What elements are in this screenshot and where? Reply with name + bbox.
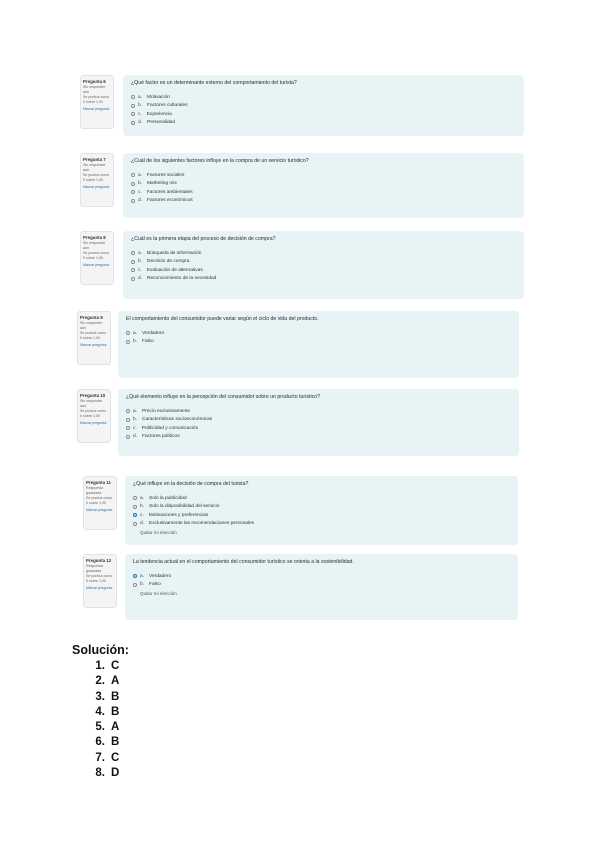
question-points: Se puntúa como 0 sobre 1,00 (83, 95, 110, 104)
option-letter: b. (138, 103, 143, 109)
option-c[interactable] (133, 511, 510, 520)
option-label: Búsqueda de información (147, 250, 202, 256)
clear-choice-link[interactable]: Quitar mi elección (140, 530, 177, 535)
question-text: La tendencia actual en el comportamiento del consumidor turístico se orienta a la sostenibilidad. (133, 559, 354, 565)
question-info (77, 311, 111, 365)
option-a[interactable] (131, 249, 516, 258)
radio-button[interactable] (131, 173, 135, 177)
solution-list (72, 660, 119, 782)
radio-button[interactable] (133, 505, 137, 509)
question-status: Sin responder aún (83, 163, 106, 172)
radio-button[interactable] (131, 190, 135, 194)
solution-answer: B (111, 690, 120, 703)
solution-item (72, 675, 119, 690)
option-label: Características socioeconómicas (142, 417, 213, 423)
question-points: Se puntúa como 0 sobre 1,00 (83, 251, 110, 260)
option-d[interactable] (131, 275, 516, 284)
option-letter: c. (138, 189, 142, 195)
solution-title: Solución: (72, 643, 129, 657)
question-status: Sin responder aún (83, 85, 106, 94)
radio-button[interactable] (131, 182, 135, 186)
question-content (125, 476, 518, 545)
solution-item (72, 736, 119, 751)
option-d[interactable] (133, 520, 510, 529)
question-status: Sin responder aún (80, 321, 103, 330)
option-b[interactable] (131, 180, 516, 189)
solution-item (72, 752, 119, 767)
option-letter: a. (140, 573, 145, 579)
question-content (123, 231, 524, 299)
question-content (125, 554, 518, 620)
question-points: Se puntúa como 0 sobre 1,00 (86, 574, 113, 583)
radio-button-selected[interactable] (133, 513, 137, 517)
radio-button[interactable] (133, 583, 137, 587)
option-letter: d. (138, 120, 143, 126)
question-text: ¿Qué elemento influye en la percepción del consumidor sobre un producto turístico? (126, 394, 321, 400)
option-b[interactable] (126, 416, 511, 425)
option-label: Falso (149, 582, 161, 588)
question-points: Se puntúa como 0 sobre 1,00 (80, 331, 107, 340)
option-d[interactable] (126, 433, 511, 442)
radio-button[interactable] (131, 112, 135, 116)
option-label: Factores sociales (147, 172, 185, 178)
option-c[interactable] (131, 110, 516, 119)
radio-button[interactable] (131, 251, 135, 255)
radio-button[interactable] (126, 418, 130, 422)
solution-number: 5. (95, 721, 105, 734)
option-c[interactable] (131, 188, 516, 197)
option-letter: a. (133, 330, 138, 336)
option-letter: c. (138, 267, 142, 273)
flag-question-link[interactable]: Marcar pregunta (80, 421, 107, 425)
option-label: Decisión de compra (147, 259, 190, 265)
clear-choice-link[interactable]: Quitar mi elección (140, 591, 177, 596)
solution-number: 4. (95, 705, 105, 718)
question-number: Pregunta 8 (83, 235, 106, 240)
question-text: ¿Cuál de los siguientes factores influye en la compra de un servicio turístico? (131, 158, 309, 164)
solution-answer: B (111, 705, 120, 718)
solution-number: 3. (95, 690, 105, 703)
option-a[interactable] (131, 93, 516, 102)
question-status: Respuesta guardada (86, 564, 104, 573)
solution-answer: B (111, 736, 120, 749)
solution-number: 2. (95, 675, 105, 688)
question-number: Pregunta 12 (86, 558, 112, 563)
radio-button-selected[interactable] (133, 574, 137, 578)
question-info (80, 231, 114, 285)
option-c[interactable] (126, 424, 511, 433)
question-content (123, 75, 524, 136)
option-label: Factores ambientales (146, 189, 193, 195)
solution-number: 6. (95, 736, 105, 749)
option-a[interactable] (133, 572, 510, 581)
radio-button[interactable] (131, 277, 135, 281)
option-b[interactable] (131, 102, 516, 111)
option-b[interactable] (131, 258, 516, 267)
option-b[interactable] (126, 338, 511, 347)
option-a[interactable] (131, 171, 516, 180)
option-letter: a. (138, 94, 143, 100)
option-label: Reconocimiento de la necesidad (147, 276, 217, 282)
flag-question-link[interactable]: Marcar pregunta (86, 508, 113, 512)
option-a[interactable] (126, 407, 511, 416)
question-text: ¿Cuál es la primera etapa del proceso de decisión de compra? (131, 236, 276, 242)
flag-question-link[interactable]: Marcar pregunta (83, 107, 110, 111)
option-a[interactable] (126, 329, 511, 338)
question-status: Sin responder aún (80, 399, 103, 408)
option-letter: d. (133, 434, 138, 440)
option-letter: b. (140, 582, 145, 588)
radio-button[interactable] (131, 260, 135, 264)
option-letter: b. (138, 259, 143, 265)
option-c[interactable] (131, 266, 516, 275)
option-d[interactable] (131, 197, 516, 206)
flag-question-link[interactable]: Marcar pregunta (83, 263, 110, 267)
question-content (118, 389, 519, 456)
question-number: Pregunta 7 (83, 157, 106, 162)
question-number: Pregunta 11 (86, 480, 111, 485)
option-label: Publicidad y comunicación (141, 425, 199, 431)
option-letter: d. (138, 276, 143, 282)
option-label: Verdadero (149, 573, 172, 579)
option-label: Factores económicos (147, 198, 193, 204)
option-label: Evaluación de alternativas (146, 267, 203, 273)
option-letter: a. (133, 408, 138, 414)
option-label: Factores culturales (147, 103, 188, 109)
question-info (83, 476, 117, 530)
solution-answer: C (111, 751, 120, 764)
question-text: ¿Qué influye en la decisión de compra del turista? (133, 481, 249, 487)
option-label: Verdadero (142, 330, 165, 336)
option-label: Experiencia (146, 111, 172, 117)
question-info (83, 554, 117, 608)
question-points: Se puntúa como 0 sobre 1,00 (83, 173, 110, 182)
option-a[interactable] (133, 494, 510, 503)
radio-button[interactable] (126, 331, 130, 335)
question-number: Pregunta 10 (80, 393, 106, 398)
option-letter: a. (138, 250, 143, 256)
option-label: Motivaciones y preferencias (148, 512, 209, 518)
radio-button[interactable] (133, 496, 137, 500)
solution-number: 1. (95, 660, 105, 672)
question-content (123, 153, 524, 218)
option-letter: c. (133, 425, 137, 431)
solution-item (72, 721, 119, 736)
radio-button[interactable] (131, 121, 135, 125)
option-label: Falso (142, 339, 154, 345)
question-info (80, 153, 114, 207)
question-status: Sin responder aún (83, 241, 106, 250)
radio-button[interactable] (131, 199, 135, 203)
option-d[interactable] (131, 119, 516, 128)
option-b[interactable] (133, 581, 510, 590)
solution-answer: D (111, 767, 120, 780)
solution-item (72, 706, 119, 721)
option-label: Factores políticos (142, 434, 180, 440)
option-label: Motivación (147, 94, 170, 100)
solution-item (72, 660, 119, 675)
question-number: Pregunta 9 (80, 315, 103, 320)
solution-number: 8. (95, 767, 105, 780)
option-label: Precio exclusivamente (142, 408, 191, 414)
option-label: Solo la publicidad (149, 495, 187, 501)
option-label: Exclusivamente las recomendaciones personales (149, 521, 255, 527)
question-info (77, 389, 111, 443)
question-number: Pregunta 6 (83, 79, 106, 84)
option-b[interactable] (133, 503, 510, 512)
radio-button[interactable] (133, 522, 137, 526)
solution-answer: A (111, 675, 120, 688)
option-label: Marketing mix (147, 181, 177, 187)
question-status: Respuesta guardada (86, 486, 104, 495)
option-letter: b. (140, 504, 145, 510)
flag-question-link[interactable]: Marcar pregunta (86, 586, 113, 590)
option-letter: c. (140, 512, 144, 518)
flag-question-link[interactable]: Marcar pregunta (80, 343, 107, 347)
solution-item (72, 767, 119, 782)
option-letter: a. (140, 495, 145, 501)
radio-button[interactable] (126, 435, 130, 439)
solution-item (72, 691, 119, 706)
question-info (80, 75, 114, 129)
option-letter: b. (133, 339, 138, 345)
option-label: Solo la disponibilidad del servicio (149, 504, 220, 510)
option-letter: c. (138, 111, 142, 117)
option-letter: d. (140, 521, 145, 527)
radio-button[interactable] (131, 104, 135, 108)
option-letter: d. (138, 198, 143, 204)
radio-button[interactable] (131, 268, 135, 272)
question-content (118, 311, 519, 378)
radio-button[interactable] (131, 95, 135, 99)
radio-button[interactable] (126, 340, 130, 344)
question-points: Se puntúa como 0 sobre 1,00 (80, 409, 107, 418)
option-label: Personalidad (147, 120, 176, 126)
option-letter: a. (138, 172, 143, 178)
solution-answer: A (111, 721, 120, 734)
question-points: Se puntúa como 0 sobre 1,00 (86, 496, 113, 505)
question-text: ¿Qué factor es un determinante externo del comportamiento del turista? (131, 80, 297, 86)
solution-answer: C (111, 660, 120, 672)
option-letter: b. (133, 417, 138, 423)
flag-question-link[interactable]: Marcar pregunta (83, 185, 110, 189)
radio-button[interactable] (126, 426, 130, 430)
solution-number: 7. (95, 751, 105, 764)
question-text: El comportamiento del consumidor puede variar según el ciclo de vida del producto. (126, 316, 319, 322)
option-letter: b. (138, 181, 143, 187)
radio-button[interactable] (126, 409, 130, 413)
